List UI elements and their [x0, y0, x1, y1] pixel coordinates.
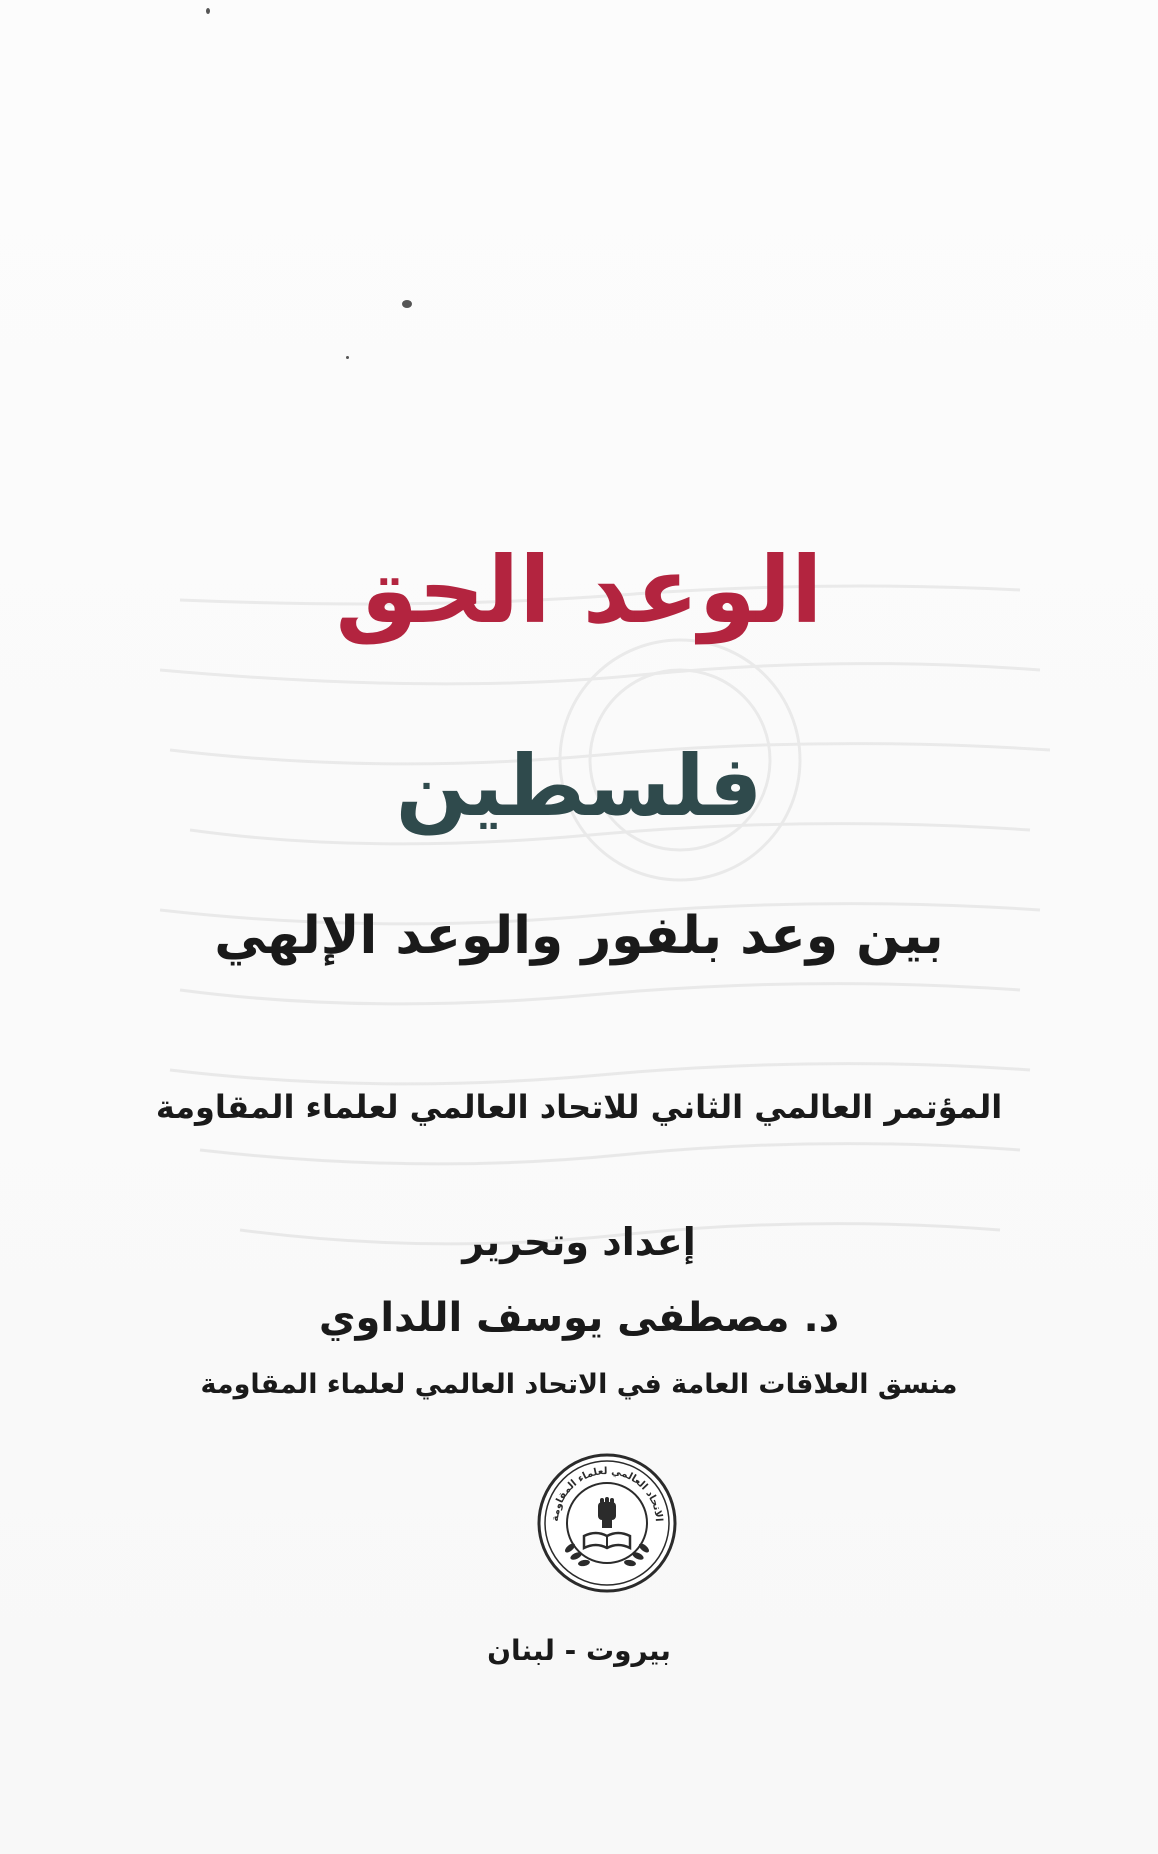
- publication-place: بيروت - لبنان: [487, 1634, 671, 1667]
- paper-speck: [402, 300, 412, 308]
- emblem-ring-text: الاتحاد العالمي لعلماء المقاومة: [549, 1465, 664, 1522]
- paper-speck: [346, 356, 349, 359]
- union-emblem-icon: [536, 1452, 678, 1594]
- book-title: الوعد الحق: [335, 537, 823, 644]
- book-subject: فلسطين: [395, 737, 763, 835]
- paper-speck: [206, 8, 210, 14]
- prepared-by-label: إعداد وتحرير: [462, 1220, 696, 1264]
- book-subtitle: بين وعد بلفور والوعد الإلهي: [214, 906, 944, 966]
- author-role: منسق العلاقات العامة في الاتحاد العالمي لعلماء المقاومة: [200, 1369, 958, 1400]
- author-name: د. مصطفى يوسف اللداوي: [318, 1295, 840, 1341]
- conference-name: المؤتمر العالمي الثاني للاتحاد العالمي لعلماء المقاومة: [155, 1088, 1003, 1126]
